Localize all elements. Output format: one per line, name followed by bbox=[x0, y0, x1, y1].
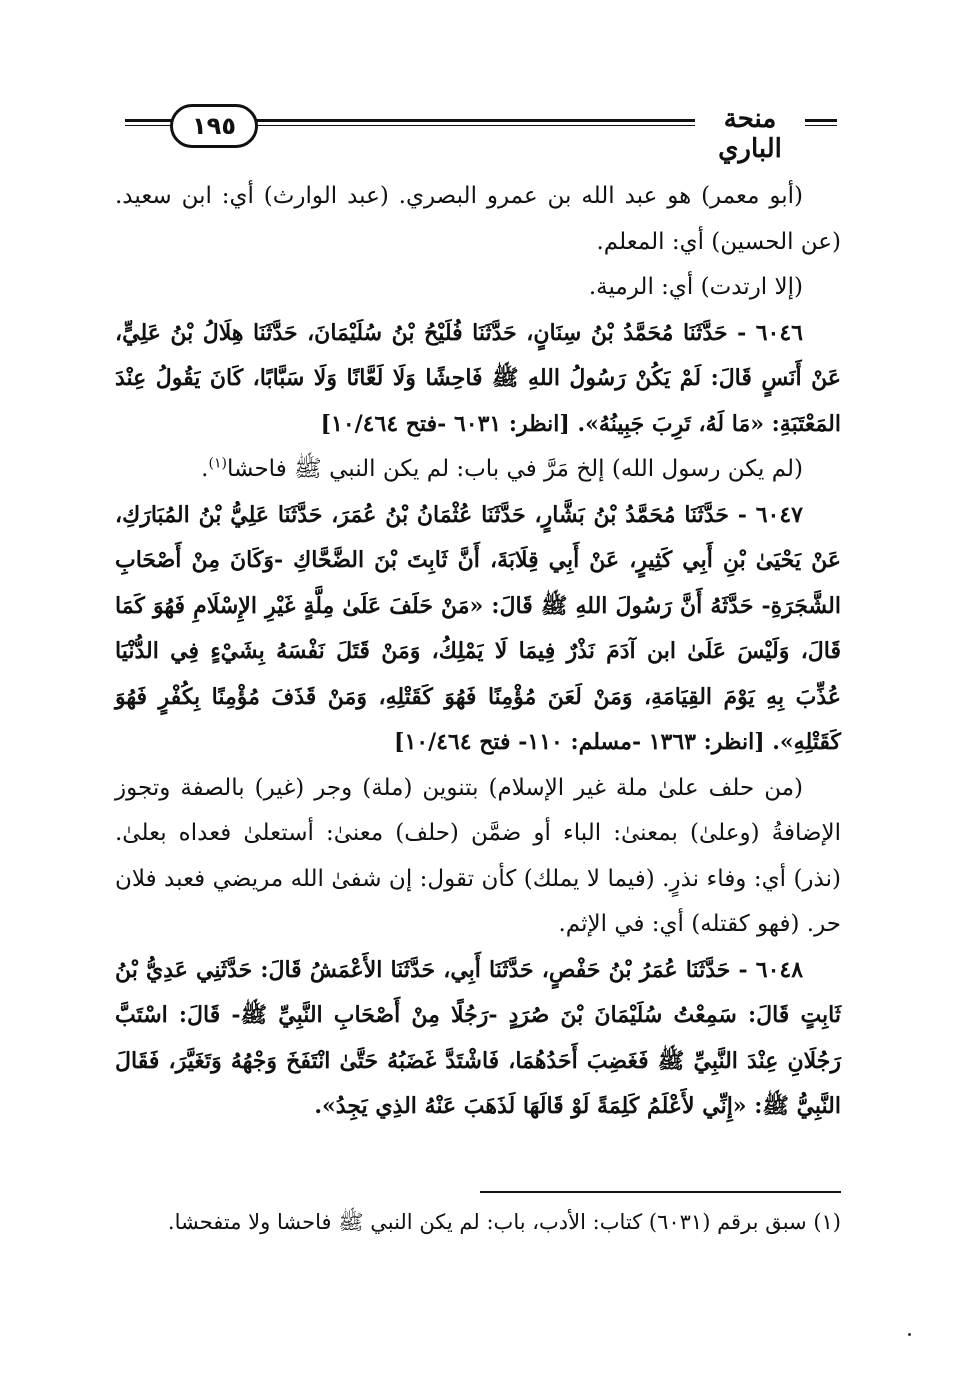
commentary-paragraph: (إلا ارتدت) أي: الرمية. bbox=[588, 274, 803, 300]
footnote-separator bbox=[480, 1191, 841, 1193]
page-number: ١٩٥ bbox=[170, 104, 258, 148]
main-text bbox=[115, 174, 841, 1130]
page-header bbox=[125, 100, 837, 164]
footnotes bbox=[115, 1204, 841, 1240]
commentary-paragraph: (أبو معمر) هو عبد الله بن عمرو البصري. (عبد الوارث) أي: ابن سعيد. (عن الحسين) أي: المعلم. bbox=[115, 183, 841, 255]
footnote-marker: (١) bbox=[208, 455, 227, 472]
commentary-text: (لم يكن رسول الله) إلخ مَرَّ في باب: لم يكن النبي ﷺ فاحشا bbox=[226, 456, 803, 482]
scan-speck bbox=[908, 1333, 911, 1336]
commentary-paragraph bbox=[115, 447, 841, 493]
header-rule bbox=[805, 119, 837, 122]
footnote-1: (١) سبق برقم (٦٠٣١) كتاب: الأدب، باب: لم يكن النبي ﷺ فاحشا ولا متفحشا. bbox=[167, 1210, 841, 1234]
hadith-6047: ٦٠٤٧ - حَدَّثَنَا مُحَمَّدُ بْنُ بَشَّارٍ، حَدَّثَنَا عُثْمَانُ بْنُ عُمَرَ، حَدَّثَنَا عَلِيُّ بْنُ المُبَارَكِ، عَنْ يَحْيَىٰ بْنِ أَبِي كَثِيرٍ، عَنْ أَبِي قِلَابَةَ، أَنَّ ثَابِتَ بْنَ الضَّحَّاكِ -وَكَانَ مِنْ أَصْحَابِ الشَّجَرَةِ- حَدَّثَهُ أَنَّ رَسُولَ اللهِ ﷺ قَالَ: «مَنْ حَلَفَ عَلَىٰ مِلَّةٍ غَيْرِ الإِسْلَامِ فَهُوَ كَمَا قَالَ، وَلَيْسَ عَلَىٰ ابن آدَمَ نَذْرٌ فِيمَا لَا يَمْلِكُ، وَمَنْ قَتَلَ نَفْسَهُ بِشَيْءٍ فِي الدُّنْيَا عُذِّبَ بِهِ يَوْمَ القِيَامَةِ، وَمَنْ لَعَنَ مُؤْمِنًا فَهُوَ كَقَتْلِهِ، وَمَنْ قَذَفَ مُؤْمِنًا بِكُفْرٍ فَهُوَ كَقَتْلِهِ». [انظر: ١٣٦٣ -مسلم: ١١٠- فتح ١٠/٤٦٤] bbox=[115, 501, 841, 755]
header-rule bbox=[805, 125, 837, 126]
hadith-6046: ٦٠٤٦ - حَدَّثَنَا مُحَمَّدُ بْنُ سِنَانٍ، حَدَّثَنَا فُلَيْحُ بْنُ سُلَيْمَانَ، حَدَّثَنَا هِلَالُ بْنُ عَلِيٍّ، عَنْ أَنَسٍ قَالَ: لَمْ يَكُنْ رَسُولُ اللهِ ﷺ فَاحِشًا وَلَا لَعَّانًا وَلَا سَبَّابًا، كَانَ يَقُولُ عِنْدَ المَعْتَبَةِ: «مَا لَهُ، تَرِبَ جَبِينُهُ». [انظر: ٦٠٣١ -فتح ١٠/٤٦٤] bbox=[115, 319, 841, 437]
running-title: منحة الباري bbox=[718, 104, 782, 164]
commentary-paragraph: (من حلف علىٰ ملة غير الإسلام) بتنوين (ملة) وجر (غير) بالصفة وتجوز الإضافةُ (وعلىٰ) بمعنىٰ: الباء أو ضمَّن (حلف) معنىٰ: أستعلىٰ فعداه بعلىٰ. (نذر) أي: وفاء نذرٍ. (فيما لا يملك) كأن تقول: إن شفىٰ الله مريضي فعبد فلان حر. (فهو كقتله) أي: في الإثم. bbox=[115, 774, 841, 937]
commentary-text-end: . bbox=[201, 456, 209, 482]
hadith-6048: ٦٠٤٨ - حَدَّثَنَا عُمَرُ بْنُ حَفْصٍ، حَدَّثَنَا أَبِي، حَدَّثَنَا الأَعْمَشُ قَالَ: حَدَّثَنِي عَدِيُّ بْنُ ثَابِتٍ قَالَ: سَمِعْتُ سُلَيْمَانَ بْنَ صُرَدٍ -رَجُلًا مِنْ أَصْحَابِ النَّبِيِّ ﷺ- قَالَ: اسْتَبَّ رَجُلَانِ عِنْدَ النَّبِيِّ ﷺ فَغَضِبَ أَحَدُهُمَا، فَاشْتَدَّ غَضَبُهُ حَتَّىٰ انْتَفَخَ وَجْهُهُ وَتَغَيَّرَ، فَقَالَ النَّبِيُّ ﷺ: «إِنِّي لأَعْلَمُ كَلِمَةً لَوْ قَالَهَا لَذَهَبَ عَنْهُ الذِي يَجِدُ». bbox=[115, 956, 841, 1119]
